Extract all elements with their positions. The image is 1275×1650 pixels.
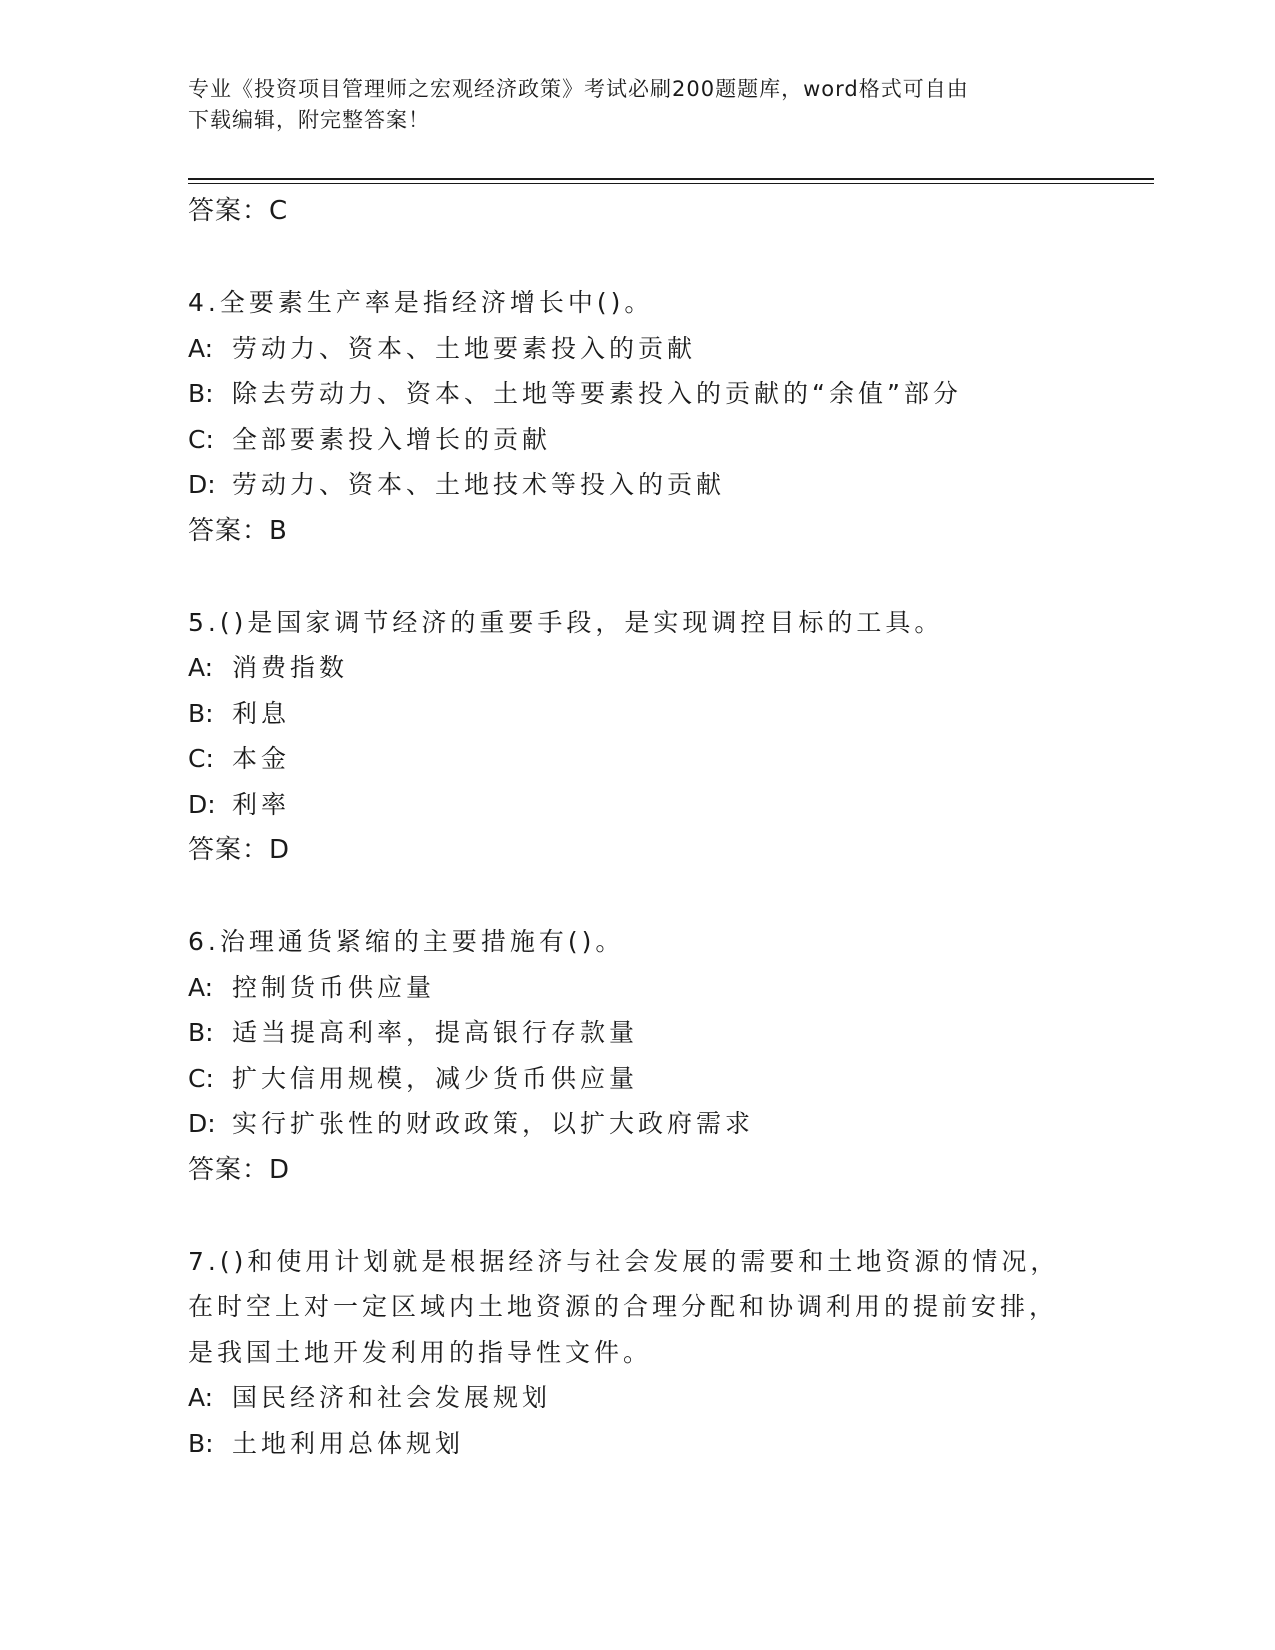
answer-line — [188, 508, 1088, 554]
option-text: 劳动力、资本、土地要素投入的贡献 — [232, 333, 697, 363]
option-letter: B: — [188, 1428, 214, 1458]
option-letter: B: — [188, 379, 214, 408]
option-letter: D: — [188, 789, 216, 819]
answer-line — [188, 188, 1088, 234]
option-letter: D: — [188, 470, 216, 499]
option-b — [188, 1421, 1088, 1467]
question-4 — [188, 280, 1088, 554]
option-text: 消费指数 — [232, 653, 349, 682]
option-letter: C: — [188, 424, 214, 454]
option-d — [188, 462, 1088, 508]
option-b — [188, 371, 1088, 417]
option-c — [188, 417, 1088, 463]
spacer — [188, 873, 1088, 919]
spacer — [188, 1193, 1088, 1239]
answer-label: 答案： — [188, 515, 270, 546]
option-letter: C: — [188, 1063, 214, 1093]
option-a — [188, 326, 1088, 372]
document-body — [188, 188, 1088, 1466]
header-divider — [188, 178, 1154, 180]
question-stem-line-2: 在时空上对一定区域内土地资源的合理分配和协调利用的提前安排， — [188, 1292, 1059, 1321]
header-line-2: 下载编辑，附完整答案！ — [188, 108, 430, 132]
option-letter: A: — [188, 653, 214, 682]
header-line-1: 专业《投资项目管理师之宏观经济政策》考试必刷200题题库，word格式可自由 — [188, 77, 969, 101]
option-text: 劳动力、资本、土地技术等投入的贡献 — [232, 470, 726, 499]
page-header — [188, 74, 1068, 136]
option-c — [188, 1056, 1088, 1102]
option-b — [188, 691, 1088, 737]
spacer — [188, 554, 1088, 600]
option-text: 利息 — [232, 698, 291, 728]
question-6 — [188, 919, 1088, 1193]
option-letter: A: — [188, 972, 214, 1002]
option-text: 适当提高利率，提高银行存款量 — [232, 1018, 639, 1047]
option-text: 国民经济和社会发展规划 — [232, 1383, 552, 1412]
question-stem-line-3: 是我国土地开发利用的指导性文件。 — [188, 1337, 653, 1367]
option-c — [188, 736, 1088, 782]
option-text: 扩大信用规模，减少货币供应量 — [232, 1063, 639, 1093]
option-text: 除去劳动力、资本、土地等要素投入的贡献的“余值”部分 — [232, 379, 962, 408]
option-text: 利率 — [232, 789, 291, 819]
spacer — [188, 234, 1088, 280]
answer-line — [188, 827, 1088, 873]
answer-label: 答案： — [188, 1154, 270, 1185]
question-stem: 6.治理通货紧缩的主要措施有()。 — [188, 927, 625, 956]
answer-line — [188, 1147, 1088, 1193]
option-b — [188, 1010, 1088, 1056]
option-letter: D: — [188, 1109, 216, 1138]
option-text: 全部要素投入增长的贡献 — [232, 424, 552, 454]
answer-value: D — [269, 835, 291, 865]
option-text: 土地利用总体规划 — [232, 1428, 465, 1458]
answer-label: 答案： — [188, 196, 270, 226]
option-a — [188, 1375, 1088, 1421]
option-letter: B: — [188, 1018, 214, 1047]
option-text: 本金 — [232, 744, 291, 773]
option-letter: B: — [188, 698, 214, 728]
option-text: 控制货币供应量 — [232, 972, 436, 1002]
answer-label: 答案： — [188, 835, 270, 865]
option-a — [188, 645, 1088, 691]
option-a — [188, 965, 1088, 1011]
question-stem: 5.()是国家调节经济的重要手段，是实现调控目标的工具。 — [188, 607, 944, 637]
header-divider-thin — [188, 183, 1154, 184]
question-stem: 4.全要素生产率是指经济增长中()。 — [188, 288, 654, 317]
option-letter: A: — [188, 1383, 214, 1412]
option-text: 实行扩张性的财政政策，以扩大政府需求 — [232, 1109, 755, 1138]
question-stem-line-1: 7.()和使用计划就是根据经济与社会发展的需要和土地资源的情况， — [188, 1246, 1060, 1276]
answer-value: B — [269, 515, 288, 546]
question-7 — [188, 1239, 1088, 1467]
option-letter: A: — [188, 333, 214, 363]
answer-value: D — [269, 1154, 291, 1185]
option-d — [188, 782, 1088, 828]
option-letter: C: — [188, 744, 214, 773]
option-d — [188, 1101, 1088, 1147]
question-5 — [188, 600, 1088, 874]
answer-value: C — [269, 196, 289, 226]
